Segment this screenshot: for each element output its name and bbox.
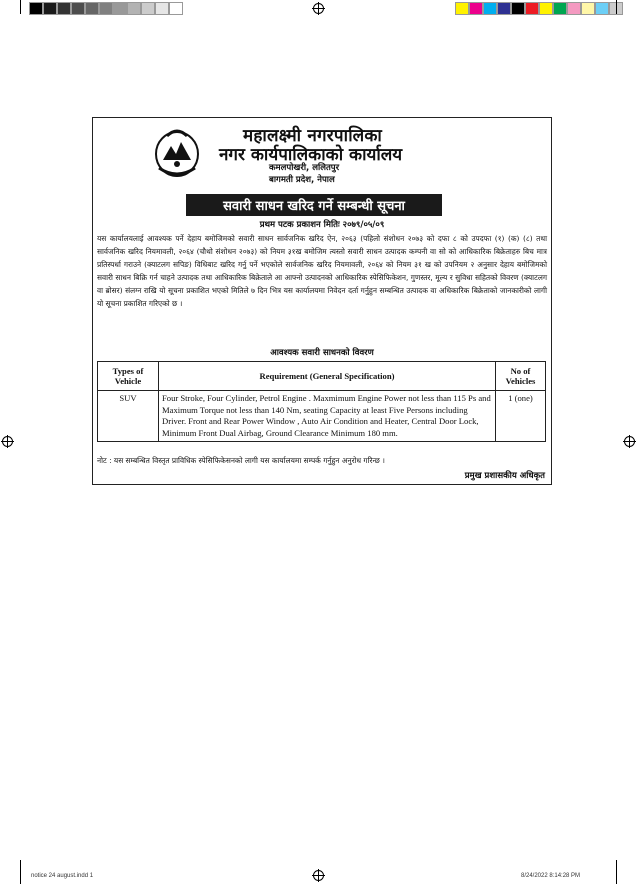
address-line-1: कमलपोखरी, ललितपुर xyxy=(269,163,340,173)
color-swatch xyxy=(155,2,169,15)
header-vehicle-count: No of Vehicles xyxy=(496,362,546,391)
header-requirement: Requirement (General Specification) xyxy=(159,362,496,391)
color-swatch xyxy=(141,2,155,15)
color-swatch xyxy=(57,2,71,15)
registration-mark-right xyxy=(624,436,635,447)
color-swatch xyxy=(525,2,539,15)
grayscale-color-bar xyxy=(29,2,183,15)
color-swatch xyxy=(71,2,85,15)
notice-header xyxy=(93,120,551,186)
color-swatch xyxy=(595,2,609,15)
cmyk-color-bar xyxy=(455,2,623,15)
color-swatch xyxy=(511,2,525,15)
requirement-cell: Four Stroke, Four Cylinder, Petrol Engine . Maxmimum Engine Power not less than 115 Ps and Maximum Torque not less than 140 Nm, seating Capacity at least Five Persons including Driver. Front and Rear Power Window , Auto Air Condition and Heater, Central Door Lock, Minimum Front Dual Airbag, Ground Clearance Minimum 180 mm. xyxy=(159,391,496,442)
registration-mark-top xyxy=(313,3,324,14)
crop-mark xyxy=(20,860,21,884)
notice-box xyxy=(92,117,552,485)
nepal-government-emblem-icon xyxy=(153,124,201,180)
color-swatch xyxy=(29,2,43,15)
color-swatch xyxy=(567,2,581,15)
table-row xyxy=(98,391,546,442)
color-swatch xyxy=(483,2,497,15)
color-swatch xyxy=(85,2,99,15)
color-swatch xyxy=(127,2,141,15)
address-line-2: बागमती प्रदेश, नेपाल xyxy=(269,175,335,185)
office-name: नगर कार्यपालिकाको कार्यालय xyxy=(219,145,403,165)
color-swatch xyxy=(455,2,469,15)
crop-mark xyxy=(616,860,617,884)
color-swatch xyxy=(539,2,553,15)
color-swatch xyxy=(581,2,595,15)
crop-mark xyxy=(20,0,21,14)
color-swatch xyxy=(99,2,113,15)
signatory-title: प्रमुख प्रशासकीय अधिकृत xyxy=(464,471,545,481)
notice-note: नोट : यस सम्बन्धित विस्तृत प्राविधिक स्पेसिफिकेसनको लागी यस कार्यालयमा सम्पर्क गर्नुहुन अनुरोध गरिन्छ । xyxy=(97,456,385,465)
header-vehicle-type: Types of Vehicle xyxy=(98,362,159,391)
vehicle-type-cell: SUV xyxy=(98,391,159,442)
notice-title: सवारी साधन खरिद गर्ने सम्बन्धी सूचना xyxy=(186,194,442,216)
footer-timestamp: 8/24/2022 8:14:28 PM xyxy=(521,873,581,879)
color-swatch xyxy=(43,2,57,15)
vehicle-spec-table xyxy=(97,361,546,442)
registration-mark-left xyxy=(2,436,13,447)
table-heading: आवश्यक सवारी साधनको विवरण xyxy=(270,348,374,358)
publication-date: प्रथम पटक प्रकाशन मितिः २०७९/०५/०९ xyxy=(259,220,385,230)
table-header-row xyxy=(98,362,546,391)
organization-name: महालक्ष्मी नगरपालिका xyxy=(243,126,382,146)
color-swatch xyxy=(469,2,483,15)
color-swatch xyxy=(497,2,511,15)
color-swatch xyxy=(169,2,183,15)
color-swatch xyxy=(113,2,127,15)
registration-mark-bottom xyxy=(313,870,324,881)
vehicle-count-cell: 1 (one) xyxy=(496,391,546,442)
color-swatch xyxy=(553,2,567,15)
crop-mark xyxy=(616,0,617,14)
notice-body: यस कार्यालयलाई आवश्यक पर्ने देहाय बमोजिमको सवारी साधन सार्वजनिक खरिद ऐन, २०६३ (पहिलो संशोधन २०७३ को दफा ८ को उपदफा (१) (क) (८) तथा सार्वजनिक खरिद नियमावली, २०६४ (चौथो संशोधन २०७३) को नियम ३१ख बमोजिम त्यस्तो सवारी साधन उत्पादक कम्पनी वा सो को आधिकारिक बिक्रेताहरु बिच मात्र प्रतिस्पर्धा गराउने (क्याटलग सपिङ) विधिबाट खरिद गर्नु पर्ने भएकोले सार्वजनिक खरिद नियमावली, २०६४ को नियम ३१ ख को उपनियम २ अनुसार देहाय बमोजिमको सवारी साधन बिक्रि गर्न चाहने उत्पादक तथा आधिकारिक बिक्रेताले आ आफ्नो उत्पादनको आधिकारिक स्पेसिफिकेशन, गुणस्तर, मूल्य र सुविधा सहितको विवरण (क्याटलग वा ब्रोसर) संलग्न राखि यो सूचना प्रकाशित भएको मितिले ७ दिन भित्र यस कार्यालयमा निवेदन दर्ता गर्नुहुन सम्बन्धित उत्पादक वा अधिकारिक बिक्रेताको जानकारीको लागी यो सूचना प्रकाशित गरिएको छ । xyxy=(97,234,547,309)
footer-filename: notice 24 august.indd 1 xyxy=(31,873,94,879)
